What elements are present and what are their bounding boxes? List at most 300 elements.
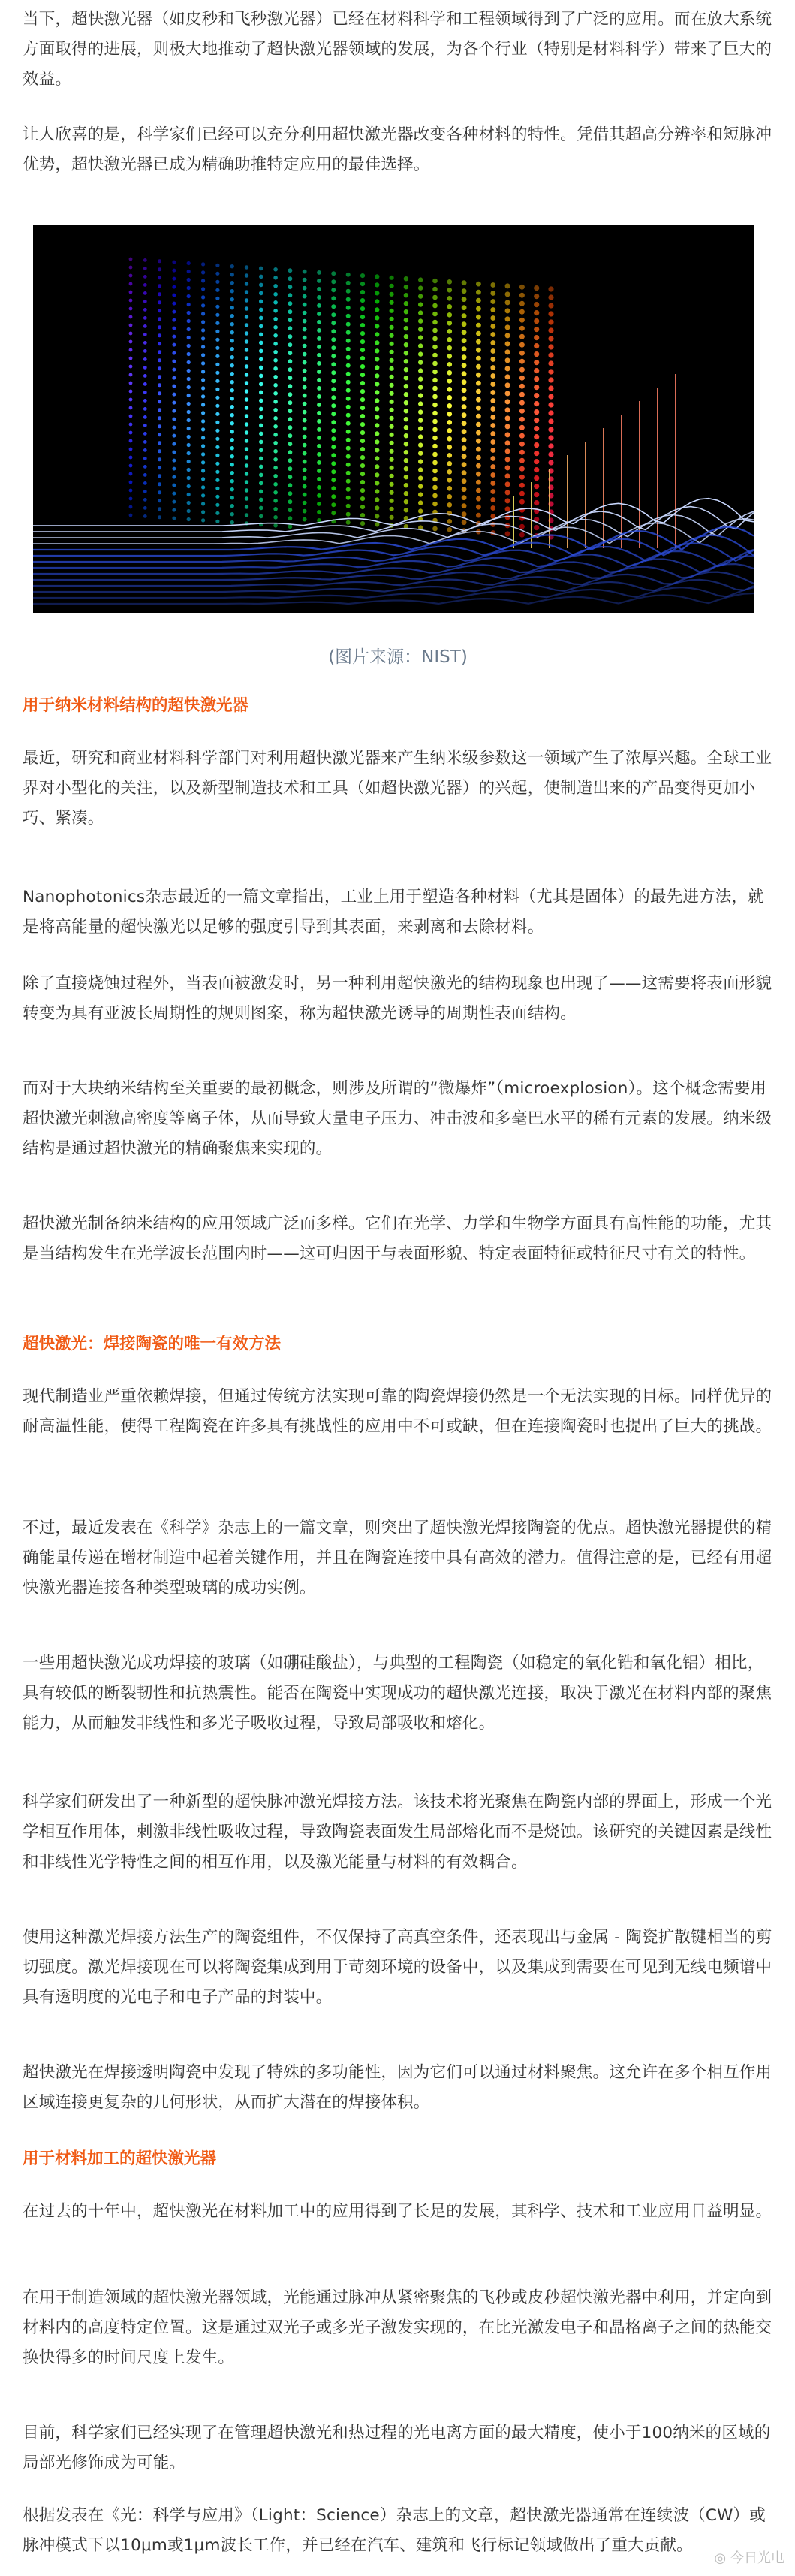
spectrum-dot: [360, 521, 365, 526]
spectrum-dot: [519, 318, 525, 323]
spectrum-dot: [331, 403, 336, 408]
spectrum-dot: [230, 380, 234, 384]
spectrum-dot: [201, 386, 205, 390]
spectrum-dot: [432, 444, 438, 449]
spectrum-dot: [259, 324, 263, 329]
spectrum-dot: [303, 319, 307, 324]
spectrum-dot: [143, 506, 147, 510]
spectrum-dot: [505, 465, 510, 470]
spectrum-dot: [505, 333, 510, 338]
spectrum-dot: [317, 303, 321, 308]
spectrum-dot: [317, 287, 321, 291]
spectrum-dot: [215, 371, 219, 375]
spectrum-dot: [519, 392, 525, 397]
spectrum-dot: [447, 304, 453, 309]
paragraph-ceramic-5: 使用这种激光焊接方法生产的陶瓷组件，不仅保持了高真空条件，还表现出与金属 - 陶瓷扩散键相当的剪切强度。激光焊接现在可以将陶瓷集成到用于苛刻环境的设备中，以及集成到需要在可见到无线电频谱中具有透明度的光电子和电子产品的封装中。: [23, 1928, 772, 2007]
spectrum-dot: [317, 444, 321, 448]
spectrum-dot: [259, 473, 263, 478]
spectrum-dot: [230, 281, 234, 285]
spectrum-dot: [375, 315, 379, 320]
spectrum-dot: [432, 477, 438, 482]
spectrum-dot: [158, 515, 161, 519]
spectrum-dot: [129, 299, 133, 303]
spectrum-dot: [390, 499, 394, 503]
spectrum-dot: [476, 323, 481, 328]
spectrum-dot: [404, 442, 408, 446]
spectrum-dot: [519, 351, 525, 356]
spectrum-dot: [447, 502, 453, 508]
spectrum-dot: [418, 310, 423, 315]
paragraph-nano-2: Nanophotonics杂志最近的一篇文章指出，工业上用于塑造各种材料（尤其是固体）的最先进方法，就是将高能量的超快激光以足够的强度引导到其表面，来剥离和去除材料。: [23, 888, 764, 937]
spectrum-dot: [288, 376, 293, 380]
spectrum-dot: [418, 492, 423, 496]
spectrum-dot: [273, 383, 278, 388]
spectrum-dot: [158, 383, 161, 387]
spectrum-dot: [418, 418, 423, 422]
spectrum-dot: [259, 481, 263, 486]
spectrum-dot: [317, 493, 321, 498]
spectrum-dot: [519, 309, 525, 315]
spectrum-dot: [273, 317, 278, 321]
spectrum-dot: [432, 427, 438, 433]
spectrum-dot: [360, 290, 365, 294]
spectrum-dot: [432, 336, 438, 342]
spectrum-dot: [346, 487, 351, 492]
spectrum-dot: [476, 373, 481, 378]
spectrum-dot: [404, 293, 408, 297]
spectrum-dot: [172, 360, 176, 363]
spectrum-dot: [360, 306, 365, 311]
spectrum-dot: [172, 508, 176, 512]
spectrum-dot: [505, 415, 510, 421]
spectrum-dot: [360, 373, 365, 377]
spectrum-dot: [418, 351, 423, 356]
spectrum-dot: [390, 350, 394, 354]
spectrum-dot: [519, 442, 525, 447]
spectrum-dot: [245, 389, 248, 393]
spectrum-dot: [490, 423, 495, 428]
spectrum-dot: [418, 426, 423, 430]
spectrum-dot: [432, 502, 438, 507]
spectrum-dot: [476, 290, 481, 295]
spectrum-dot: [129, 373, 133, 377]
spectrum-dot: [476, 389, 481, 394]
spectrum-dot: [447, 527, 453, 532]
spectrum-dot: [404, 351, 408, 355]
spectrum-dot: [418, 484, 423, 488]
spectrum-dot: [158, 366, 161, 370]
spectrum-dot: [462, 346, 467, 351]
spectrum-dot: [476, 397, 481, 403]
spectrum-dot: [259, 291, 263, 296]
spectrum-dot: [317, 394, 321, 399]
spectrum-dot: [476, 480, 481, 485]
spectrum-dot: [462, 280, 467, 285]
spectrum-dot: [534, 302, 539, 307]
spectrum-dot: [230, 363, 234, 367]
spectrum-dot: [447, 478, 453, 483]
spectrum-dot: [288, 400, 293, 405]
spectrum-dot: [187, 261, 191, 265]
spectrum-dot: [215, 313, 219, 317]
spectrum-dot: [215, 346, 219, 350]
spectrum-dot: [331, 445, 336, 449]
paragraph-processing-1: 在过去的十年中，超快激光在材料加工中的应用得到了长足的发展，其科学、技术和工业应用日益明显。: [23, 2202, 772, 2221]
spectrum-dot: [519, 417, 525, 422]
spectrum-dot: [490, 340, 495, 345]
spectrum-dot: [505, 448, 510, 454]
spectrum-dot: [505, 424, 510, 429]
spectrum-dot: [288, 276, 293, 281]
spectrum-dot: [432, 378, 438, 383]
spectrum-dot: [215, 363, 219, 366]
spectrum-dot: [187, 476, 191, 480]
spectrum-dot: [447, 321, 453, 326]
spectrum-dot: [201, 502, 205, 505]
spectrum-dot: [418, 500, 423, 505]
spectrum-dot: [534, 360, 539, 365]
spectrum-dot: [172, 467, 176, 471]
spectrum-dot: [303, 294, 307, 299]
spectrum-dot: [201, 477, 205, 481]
spectrum-dot: [534, 318, 539, 324]
spectrum-dot: [360, 397, 365, 402]
spectrum-dot: [215, 470, 219, 474]
spectrum-dot: [346, 438, 351, 442]
spectrum-dot: [201, 345, 205, 348]
spectrum-dot: [548, 303, 553, 308]
spectrum-dot: [375, 398, 379, 403]
spectrum-dot: [505, 481, 510, 487]
spectrum-dot: [360, 273, 365, 278]
spectrum-dot: [418, 475, 423, 480]
spectrum-dot: [245, 273, 248, 277]
spectrum-dot: [288, 268, 293, 273]
spectrum-dot: [404, 384, 408, 388]
paragraph-ceramic-6: 超快激光在焊接透明陶瓷中发现了特殊的多功能性，因为它们可以通过材料聚焦。这允许在多个相互作用区域连接更复杂的几何形状，从而扩大潜在的焊接体积。: [23, 2063, 772, 2112]
spectrum-dot: [143, 283, 147, 287]
spectrum-dot: [303, 336, 307, 340]
spectrum-dot: [259, 341, 263, 345]
spectrum-dot: [462, 495, 467, 500]
spectrum-dot: [143, 514, 147, 518]
spectrum-dot: [375, 439, 379, 444]
spectrum-dot: [418, 459, 423, 463]
spectrum-dot: [519, 301, 525, 306]
spectrum-dot: [375, 382, 379, 386]
spectrum-dot: [447, 494, 453, 499]
section-heading-material-processing: 用于材料加工的超快激光器: [23, 2149, 217, 2168]
spectrum-dot: [375, 464, 379, 469]
spectrum-dot: [215, 437, 219, 441]
spectrum-dot: [476, 339, 481, 345]
spectrum-dot: [418, 285, 423, 290]
spectrum-dot: [187, 509, 191, 513]
spectrum-dot: [404, 376, 408, 380]
spectrum-dot: [490, 481, 495, 486]
spectrum-dot: [201, 419, 205, 423]
spectrum-dot: [288, 417, 293, 421]
spectrum-dot: [143, 498, 147, 502]
spectrum-dot: [129, 431, 133, 435]
spectrum-dot: [215, 396, 219, 400]
spectrum-dot: [548, 336, 553, 341]
watermark: [715, 2547, 784, 2567]
spectrum-dot: [346, 289, 351, 294]
spectrum-dot: [375, 489, 379, 493]
spectrum-dot: [273, 284, 278, 288]
spectrum-dot: [230, 405, 234, 409]
spectrum-dot: [346, 330, 351, 335]
spectrum-dot: [519, 293, 525, 298]
spectrum-dot: [404, 334, 408, 339]
spectrum-dot: [534, 525, 539, 530]
spectrum-dot: [273, 433, 278, 437]
spectrum-dot: [158, 300, 161, 304]
spectrum-dot: [548, 369, 553, 374]
spectrum-dot: [346, 347, 351, 351]
spectrum-dot: [418, 318, 423, 323]
spectrum-dot: [187, 344, 191, 348]
spectrum-dot: [187, 517, 191, 521]
spectrum-dot: [462, 470, 467, 475]
spectrum-dot: [288, 351, 293, 355]
spectrum-dot: [230, 487, 234, 491]
spectrum-dot: [245, 480, 248, 484]
spectrum-dot: [519, 466, 525, 472]
spectrum-dot: [303, 385, 307, 390]
spectrum-dot: [346, 339, 351, 343]
spectrum-dot: [331, 412, 336, 416]
spectrum-dot: [375, 390, 379, 394]
spectrum-dot: [519, 458, 525, 463]
spectrum-dot: [172, 376, 176, 380]
spectrum-dot: [215, 412, 219, 416]
spectrum-dot: [187, 369, 191, 373]
spectrum-dot: [215, 305, 219, 309]
spectrum-dot: [432, 295, 438, 300]
spectrum-dot: [476, 356, 481, 361]
spectrum-dot: [331, 362, 336, 366]
laser-spectrum-image: [33, 225, 754, 613]
spectrum-dot: [462, 437, 467, 442]
spectrum-dot: [534, 393, 539, 398]
spectrum-dot: [215, 445, 219, 449]
spectrum-dot: [201, 312, 205, 315]
spectrum-dot: [245, 282, 248, 285]
paragraph-processing-4: 根据发表在《光：科学与应用》（Light：Science）杂志上的文章，超快激光器通常在连续波（CW）或脉冲模式下以10μm或1μm波长工作，并已经在汽车、建筑和飞行标记领域做出了重大贡献。: [23, 2506, 766, 2555]
spectrum-dot: [143, 300, 147, 303]
spectrum-dot: [288, 301, 293, 306]
spectrum-dot: [331, 321, 336, 325]
spectrum-dot: [418, 508, 423, 513]
wechat-icon: ◎: [714, 2550, 727, 2566]
spectrum-dot: [273, 300, 278, 305]
spectrum-dot: [303, 352, 307, 357]
intro-paragraph-2: 让人欣喜的是，科学家们已经可以充分利用超快激光器改变各种材料的特性。凭借其超高分辨率和短脉冲优势，超快激光器已成为精确助推特定应用的最佳选择。: [23, 125, 772, 174]
spectrum-dot: [143, 324, 147, 328]
spectrum-dot: [230, 504, 234, 508]
spectrum-dot: [143, 424, 147, 427]
spectrum-dot: [490, 382, 495, 387]
spectrum-dot: [534, 484, 539, 489]
spectrum-dot: [490, 390, 495, 395]
spectrum-dot: [505, 391, 510, 396]
spectrum-dot: [317, 320, 321, 324]
spectrum-dot: [490, 315, 495, 321]
spectrum-dot: [534, 434, 539, 439]
spectrum-dot: [360, 447, 365, 451]
spectrum-dot: [375, 307, 379, 312]
spectrum-dot: [273, 474, 278, 478]
spectrum-dot: [548, 352, 553, 357]
spectrum-dot: [215, 487, 219, 490]
spectrum-dot: [432, 452, 438, 457]
spectrum-dot: [534, 459, 539, 464]
spectrum-dot: [215, 520, 219, 523]
spectrum-dot: [259, 267, 263, 271]
spectrum-dot: [187, 435, 191, 439]
spectrum-dot: [288, 326, 293, 330]
spectrum-dot: [317, 370, 321, 374]
spectrum-dot: [245, 356, 248, 360]
spectrum-dot: [129, 505, 133, 509]
spectrum-dot: [129, 258, 133, 261]
spectrum-dot: [172, 343, 176, 347]
spectrum-dot: [404, 359, 408, 363]
section-heading-nanostructure: 用于纳米材料结构的超快激光器: [23, 696, 249, 715]
spectrum-dot: [273, 424, 278, 429]
spectrum-dot: [288, 508, 293, 512]
spectrum-dot: [360, 496, 365, 501]
spectrum-dot: [447, 362, 453, 367]
spectrum-dot: [505, 300, 510, 305]
spectrum-dot: [158, 441, 161, 445]
spectrum-dot: [303, 493, 307, 497]
spectrum-dot: [505, 498, 510, 503]
spectrum-dot: [331, 271, 336, 276]
spectrum-dot: [303, 402, 307, 406]
spectrum-dot: [158, 433, 161, 436]
spectrum-dot: [201, 452, 205, 456]
spectrum-dot: [303, 270, 307, 274]
spectrum-dot: [476, 422, 481, 427]
spectrum-dot: [390, 424, 394, 429]
spectrum-dot: [129, 415, 133, 418]
spectrum-dot: [303, 460, 307, 464]
spectrum-dot: [201, 262, 205, 266]
spectrum-dot: [143, 374, 147, 378]
spectrum-dot: [303, 377, 307, 382]
spectrum-dot: [519, 524, 525, 529]
spectrum-dot: [172, 318, 176, 322]
spectrum-dot: [505, 407, 510, 412]
spectrum-dot: [375, 448, 379, 452]
spectrum-dot: [505, 440, 510, 445]
spectrum-dot: [390, 366, 394, 371]
spectrum-dot: [331, 379, 336, 383]
spectrum-dot: [259, 366, 263, 370]
spectrum-dot: [143, 391, 147, 394]
spectrum-dot: [245, 439, 248, 442]
spectrum-dot: [172, 517, 176, 520]
spectrum-dot: [390, 400, 394, 404]
spectrum-dot: [404, 433, 408, 438]
spectrum-dot: [462, 429, 467, 434]
spectrum-dot: [375, 431, 379, 436]
spectrum-dot: [447, 387, 453, 392]
spectrum-dot: [462, 404, 467, 409]
spectrum-dot: [375, 348, 379, 353]
spectrum-dot: [259, 457, 263, 461]
spectrum-dot: [346, 281, 351, 285]
spectrum-dot: [143, 465, 147, 469]
spectrum-dot: [230, 512, 234, 516]
spectrum-dot: [259, 349, 263, 354]
spectrum-dot: [143, 432, 147, 436]
spectrum-dot: [447, 519, 453, 524]
spectrum-dot: [143, 357, 147, 361]
spectrum-dot: [519, 342, 525, 348]
spectrum-dot: [288, 491, 293, 496]
spectrum-dot: [143, 366, 147, 370]
spectrum-dot: [215, 354, 219, 358]
spectrum-dot: [187, 468, 191, 472]
spectrum-dot: [534, 351, 539, 357]
figure-caption: (图片来源：NIST): [328, 647, 468, 667]
spectrum-dot: [519, 508, 525, 513]
spectrum-dot: [360, 430, 365, 435]
spectrum-dot: [490, 415, 495, 420]
spectrum-dot: [476, 488, 481, 493]
spectrum-dot: [259, 399, 263, 403]
spectrum-dot: [230, 314, 234, 318]
spectrum-dot: [201, 485, 205, 489]
spectrum-dot: [172, 385, 176, 388]
spectrum-dot: [129, 332, 133, 336]
spectrum-dot: [172, 393, 176, 397]
spectrum-dot: [331, 279, 336, 284]
spectrum-dot: [490, 464, 495, 469]
spectrum-dot: [172, 368, 176, 372]
spectrum-dot: [418, 343, 423, 348]
spectrum-dot: [143, 473, 147, 477]
spectrum-dot: [375, 522, 379, 526]
spectrum-dot: [331, 469, 336, 474]
spectrum-dot: [143, 291, 147, 295]
spectrum-dot: [215, 288, 219, 292]
spectrum-dot: [129, 340, 133, 344]
spectrum-dot: [346, 504, 351, 508]
spectrum-dot: [288, 392, 293, 397]
spectrum-dot: [447, 395, 453, 400]
spectrum-dot: [346, 463, 351, 467]
spectrum-dot: [360, 381, 365, 385]
spectrum-dot: [288, 367, 293, 372]
spectrum-dot: [259, 506, 263, 511]
spectrum-dot: [375, 415, 379, 419]
spectrum-dot: [259, 382, 263, 387]
spectrum-dot: [375, 365, 379, 370]
spectrum-dot: [534, 327, 539, 332]
spectrum-dot: [390, 375, 394, 379]
spectrum-dot: [245, 373, 248, 376]
spectrum-dot: [519, 483, 525, 488]
spectrum-dot: [462, 478, 467, 484]
spectrum-dot: [418, 277, 423, 282]
spectrum-dot: [346, 446, 351, 451]
spectrum-dot: [447, 469, 453, 475]
